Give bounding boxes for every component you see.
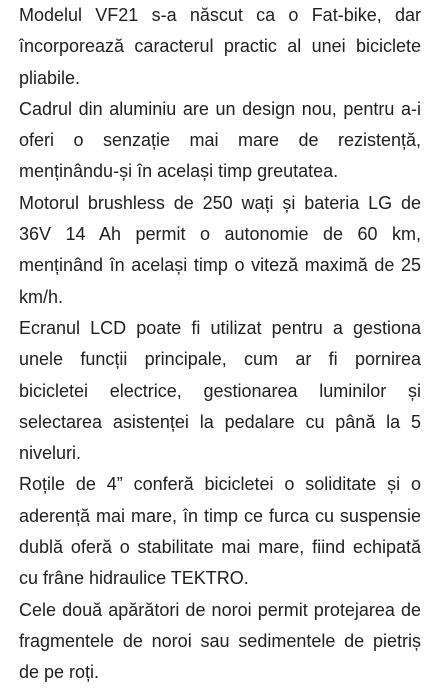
paragraph-lcd-display: Ecranul LCD poate fi utilizat pentru a gestiona unele funcții principale, cum ar fi pornirea bicicletei electrice, gestionarea luminilor și selectarea asistenței la pedalare cu până la 5 niveluri. bbox=[19, 317, 421, 464]
paragraph-motor-battery: Motorul brushless de 250 wați și bateria LG de 36V 14 Ah permit o autonomie de 60 km, menținând în același timp o viteză maximă de 25 km/h. bbox=[19, 192, 421, 307]
paragraph-wheels-suspension: Roțile de 4” conferă bicicletei o soliditate și o aderență mai mare, în timp ce furca cu suspensie dublă oferă o stabilitate mai mare, fiind echipată cu frâne hidraulice TEKTRO. bbox=[19, 474, 421, 589]
paragraph-mudguards: Cele două apărători de noroi permit protejarea de fragmentele de noroi sau sedimentele de pietriș de pe roți. bbox=[19, 599, 421, 683]
paragraph-frame: Cadrul din aluminiu are un design nou, pentru a-i oferi o senzație mai mare de rezistență, menținându-și în același timp greutatea. bbox=[19, 98, 421, 182]
paragraph-model-intro: Modelul VF21 s-a născut ca o Fat-bike, dar încorporează caracterul practic al unei biciclete pliabile. bbox=[19, 5, 421, 88]
